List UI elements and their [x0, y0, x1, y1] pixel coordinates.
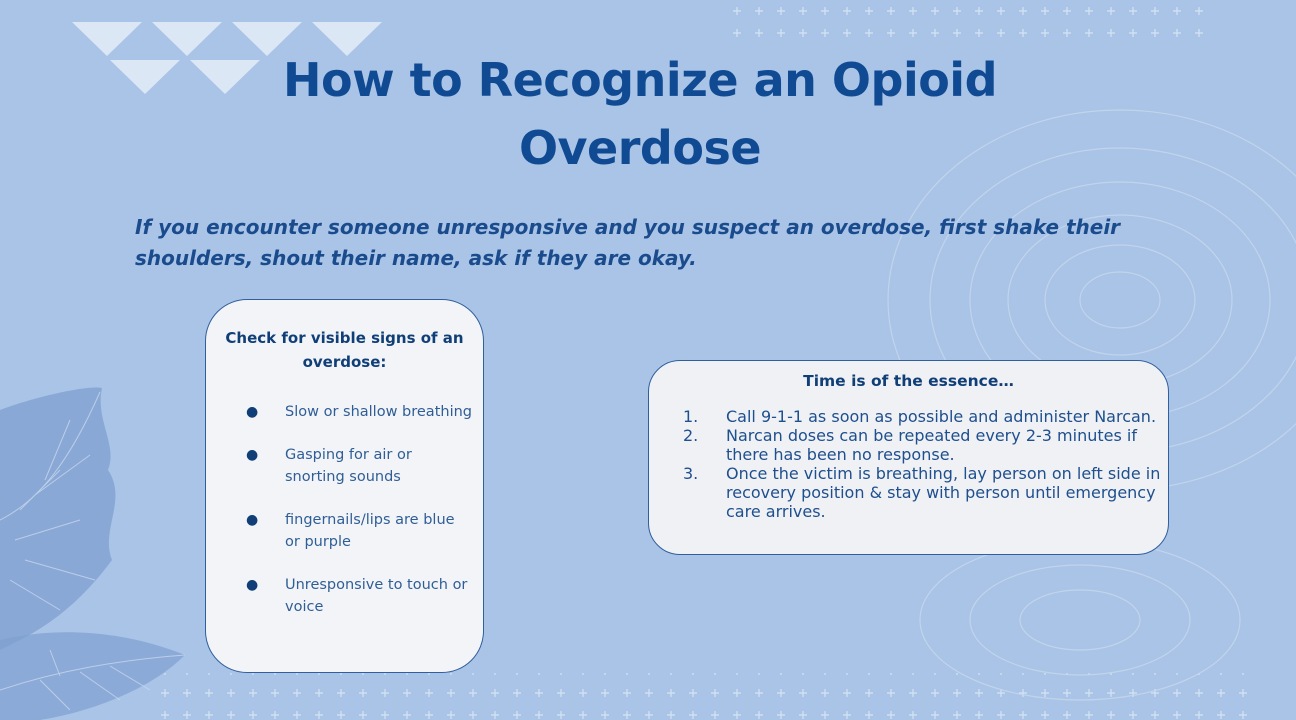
steps-list	[649, 407, 1168, 521]
list-item	[649, 464, 1168, 521]
sign-text: Unresponsive to touch or voice	[285, 577, 468, 615]
list-item	[649, 407, 1168, 426]
bullet-icon: ●	[246, 577, 259, 593]
leaf-illustration	[0, 387, 185, 720]
step-number: 2.	[683, 426, 699, 445]
plus-pattern-bottom	[160, 673, 1260, 720]
steps-heading: Time is of the essence…	[803, 372, 1014, 390]
list-item	[206, 509, 483, 553]
bullet-icon: ●	[246, 404, 259, 420]
sign-text: Slow or shallow breathing	[285, 404, 472, 420]
intro-text: If you encounter someone unresponsive and you suspect an overdose, first shake their shoulders, shout their name, ask if they are okay.	[135, 215, 1121, 270]
sign-text: Gasping for air or snorting sounds	[285, 447, 412, 485]
plus-pattern-top	[730, 0, 1210, 44]
list-item	[206, 401, 483, 423]
signs-list	[206, 401, 483, 618]
signs-card	[205, 299, 484, 673]
signs-heading: Check for visible signs of an overdose:	[225, 329, 464, 371]
steps-card	[648, 360, 1169, 555]
step-number: 3.	[683, 464, 699, 483]
list-item	[649, 426, 1168, 464]
bullet-icon: ●	[246, 447, 259, 463]
bullet-icon: ●	[246, 512, 259, 528]
sign-text: fingernails/lips are blue or purple	[285, 512, 455, 550]
step-text: Call 9-1-1 as soon as possible and administer Narcan.	[726, 407, 1157, 426]
list-item	[206, 574, 483, 618]
step-text: Once the victim is breathing, lay person on left side in recovery position & stay with person until emergency care arrives.	[726, 464, 1161, 521]
list-item	[206, 444, 483, 488]
page-title: How to Recognize an Opioid Overdose	[282, 53, 998, 175]
step-number: 1.	[683, 407, 699, 426]
step-text: Narcan doses can be repeated every 2-3 minutes if there has been no response.	[726, 426, 1137, 464]
